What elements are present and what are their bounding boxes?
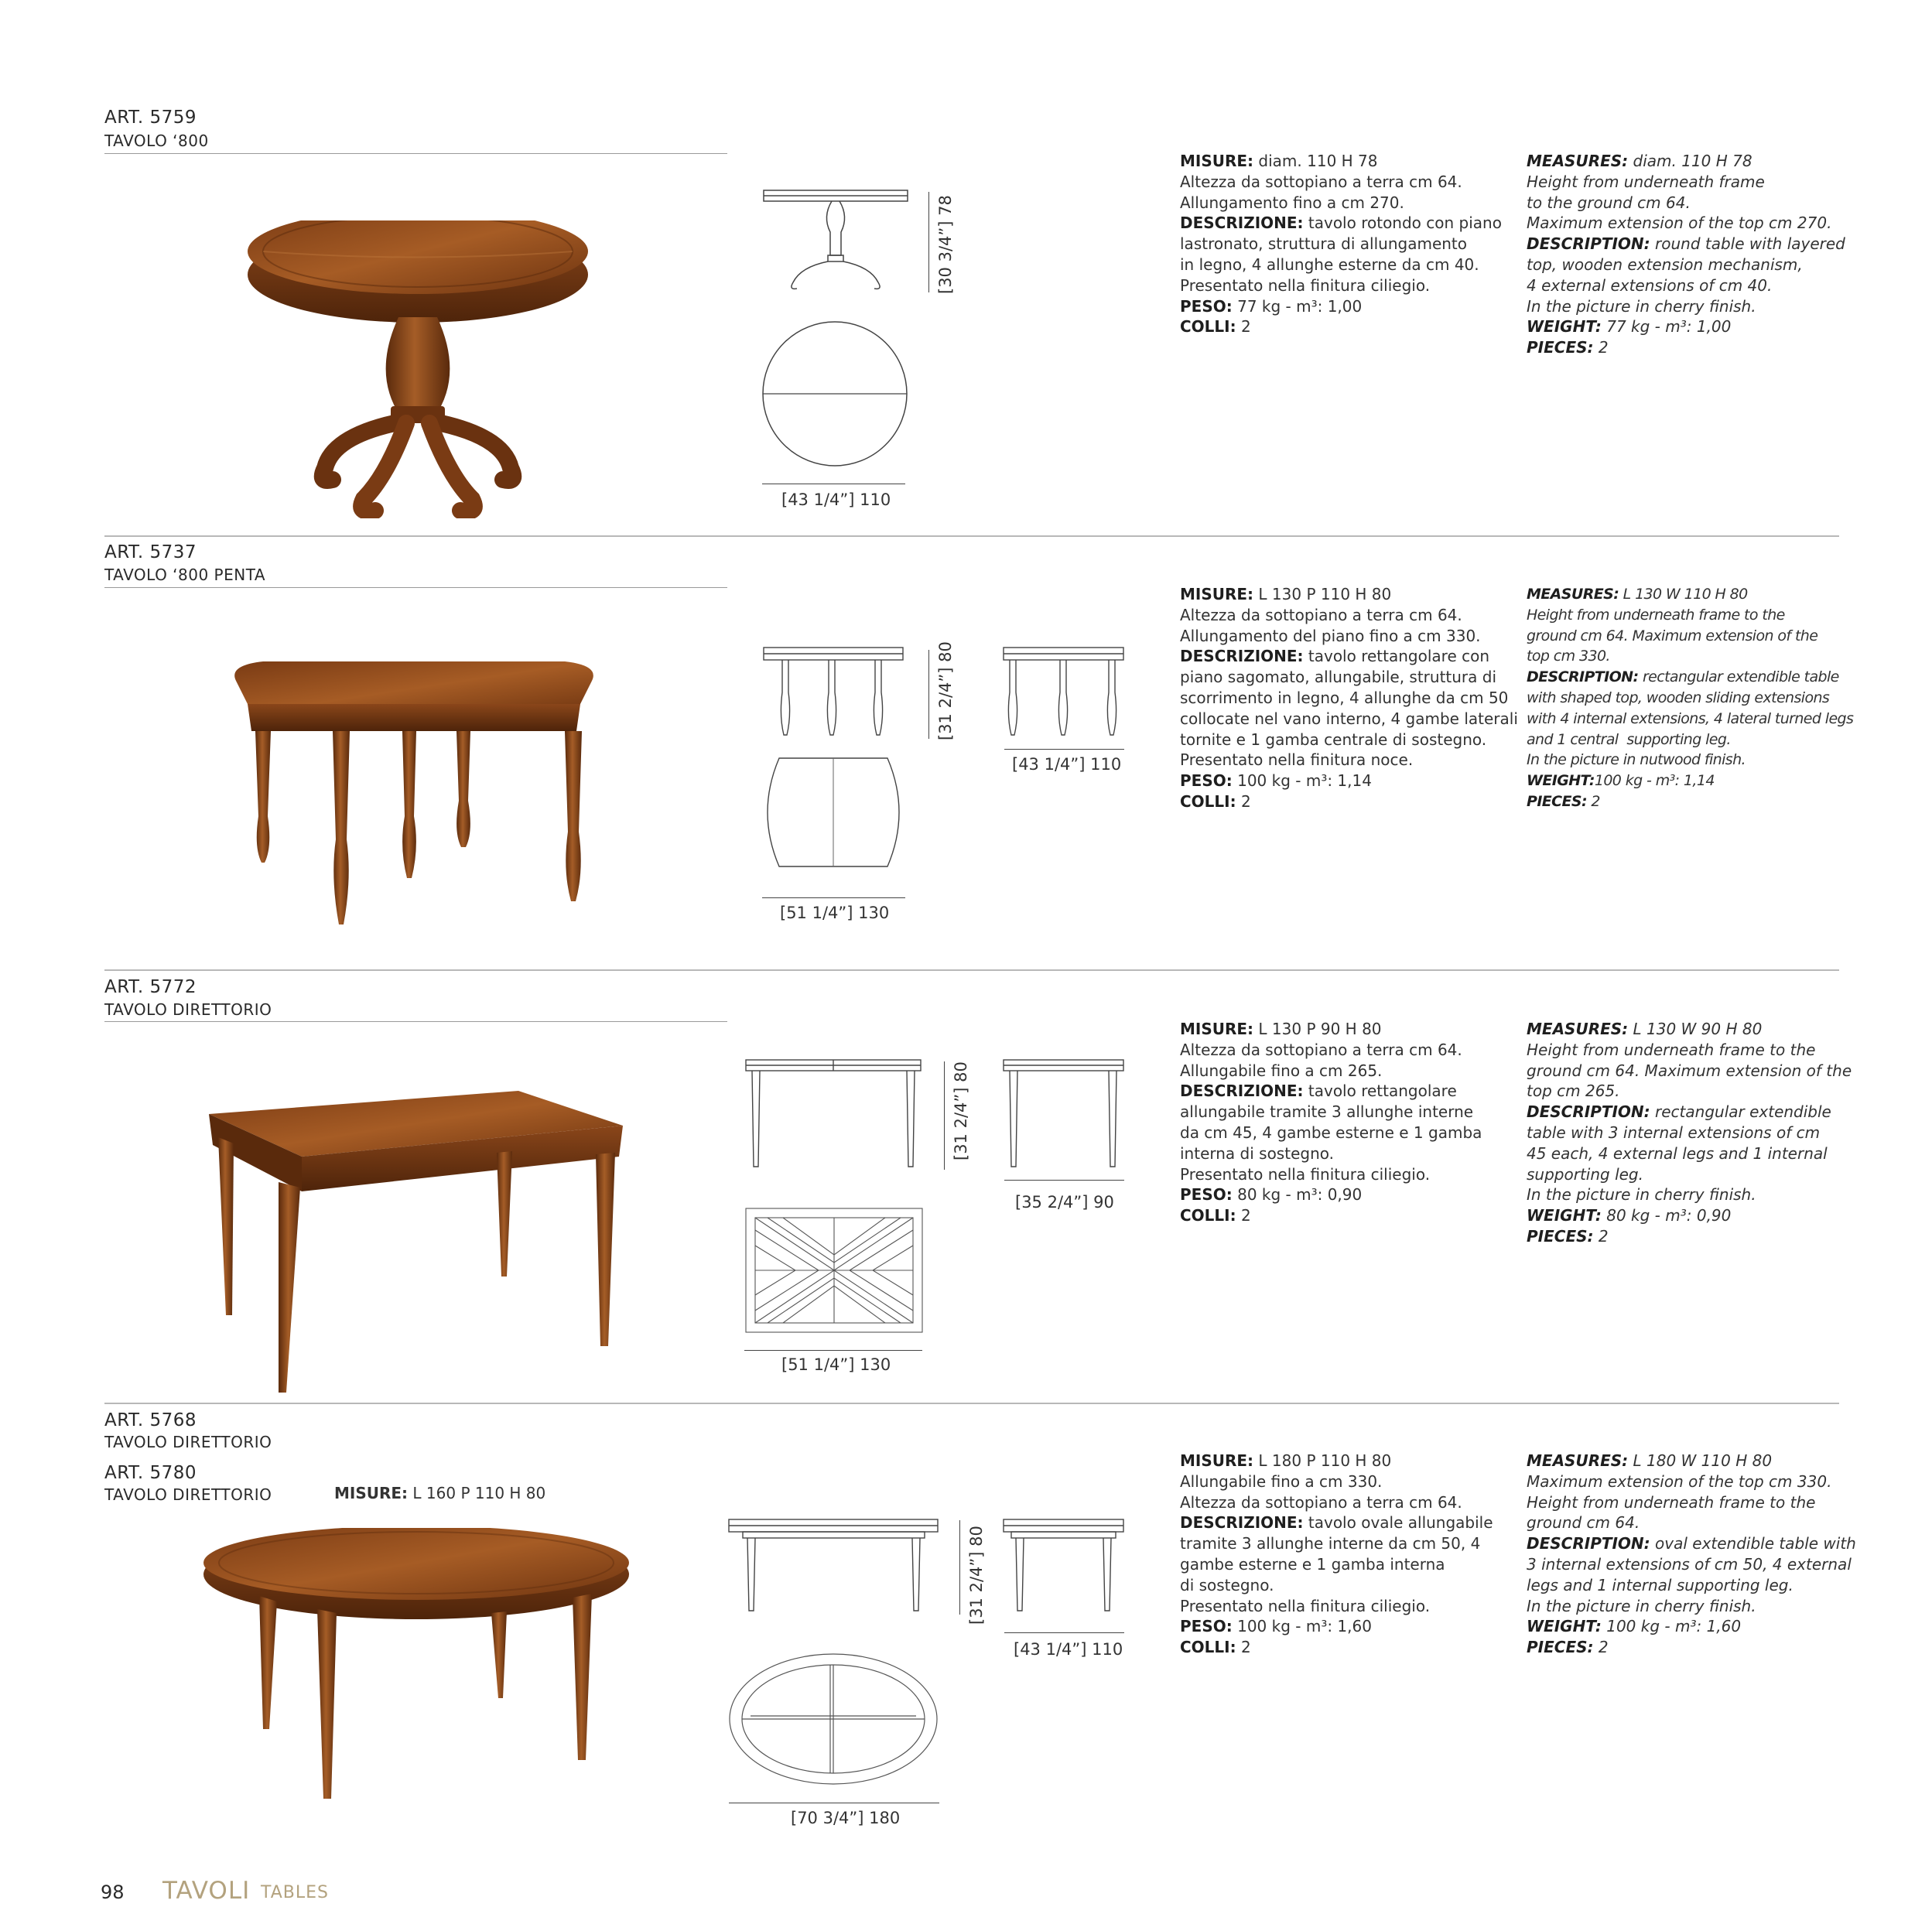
spec-value: 100 kg - m³: 1,60 bbox=[1601, 1617, 1742, 1636]
spec-value: 2 bbox=[1586, 792, 1600, 810]
item2-height-dimension: [31 2/4”] 80 bbox=[936, 641, 955, 740]
spec-line bbox=[1180, 275, 1502, 296]
spec-label: PESO: bbox=[1180, 771, 1233, 791]
spec-value: 2 bbox=[1236, 317, 1251, 337]
item1-spec-en bbox=[1527, 151, 1845, 358]
spec-line bbox=[1180, 1123, 1482, 1143]
spec-line bbox=[1180, 1512, 1493, 1533]
spec-label: MEASURES: bbox=[1527, 586, 1619, 603]
spec-value: ground cm 64. Maximum extension of the bbox=[1527, 1061, 1852, 1080]
spec-line bbox=[1527, 1616, 1856, 1637]
item1-product-photo bbox=[240, 220, 596, 518]
spec-line bbox=[1180, 234, 1502, 255]
spec-label: DESCRIPTION: bbox=[1527, 1534, 1650, 1553]
item3-title-rule bbox=[104, 1021, 727, 1022]
spec-label: DESCRIZIONE: bbox=[1180, 647, 1304, 666]
spec-line bbox=[1527, 771, 1853, 791]
spec-value: In the picture in nutwood finish. bbox=[1527, 751, 1746, 769]
spec-value: 77 kg - m³: 1,00 bbox=[1601, 317, 1732, 337]
spec-label: COLLI: bbox=[1180, 317, 1236, 337]
spec-line bbox=[1180, 316, 1502, 337]
item2-top-drawing bbox=[760, 754, 907, 870]
spec-label: MISURE: bbox=[1180, 1020, 1254, 1038]
spec-value: rectangular extendible table bbox=[1638, 668, 1839, 686]
spec-line bbox=[1527, 584, 1853, 605]
item4-height-dimension: [31 2/4”] 80 bbox=[967, 1526, 986, 1625]
item3-product-name: TAVOLO DIRETTORIO bbox=[104, 1000, 272, 1019]
section-separator-3 bbox=[104, 1403, 1839, 1404]
spec-value: supporting leg. bbox=[1527, 1164, 1643, 1184]
spec-value: L 130 P 90 H 80 bbox=[1253, 1020, 1382, 1038]
item4-spec-en bbox=[1527, 1451, 1856, 1658]
item3-spec-en bbox=[1527, 1019, 1852, 1247]
spec-value: with shaped top, wooden sliding extensions bbox=[1527, 689, 1830, 706]
spec-line bbox=[1180, 193, 1502, 214]
spec-line bbox=[1527, 1451, 1856, 1471]
spec-line bbox=[1527, 151, 1845, 172]
spec-line bbox=[1180, 1205, 1482, 1226]
spec-line bbox=[1527, 1081, 1852, 1102]
spec-line bbox=[1527, 213, 1845, 234]
item2-width-line bbox=[762, 897, 905, 898]
spec-value: 2 bbox=[1236, 1638, 1251, 1657]
spec-line bbox=[1527, 234, 1845, 255]
spec-value: Altezza da sottopiano a terra cm 64. bbox=[1180, 1040, 1462, 1059]
spec-line bbox=[1527, 1164, 1852, 1185]
spec-line bbox=[1527, 1554, 1856, 1575]
spec-line bbox=[1527, 750, 1853, 771]
item2-art-number: ART. 5737 bbox=[104, 542, 197, 562]
spec-line bbox=[1527, 1596, 1856, 1617]
spec-label: MEASURES: bbox=[1527, 1020, 1629, 1038]
spec-value: scorrimento in legno, 4 allunghe da cm 50 bbox=[1180, 688, 1509, 707]
spec-line bbox=[1527, 296, 1845, 317]
spec-line bbox=[1180, 255, 1502, 275]
item4-alt-measures-value: L 160 P 110 H 80 bbox=[408, 1484, 546, 1502]
spec-value: piano sagomato, allungabile, struttura di bbox=[1180, 668, 1497, 687]
spec-line bbox=[1180, 1061, 1482, 1082]
page-number: 98 bbox=[101, 1881, 125, 1903]
spec-label: PESO: bbox=[1180, 1617, 1233, 1636]
spec-value: Allungamento fino a cm 270. bbox=[1180, 193, 1404, 212]
spec-value: Maximum extension of the top cm 270. bbox=[1527, 214, 1832, 233]
spec-line bbox=[1180, 1616, 1493, 1637]
spec-line bbox=[1180, 1471, 1493, 1492]
spec-line bbox=[1180, 213, 1502, 234]
spec-label: MISURE: bbox=[1180, 1451, 1254, 1470]
spec-line bbox=[1527, 275, 1845, 296]
item4-depth-dimension: [43 1/4”] 110 bbox=[1014, 1640, 1123, 1659]
spec-line bbox=[1180, 1184, 1482, 1205]
item2-depth-dimension: [43 1/4”] 110 bbox=[1012, 755, 1122, 774]
spec-label: WEIGHT: bbox=[1527, 1206, 1602, 1225]
spec-value: and 1 central supporting leg. bbox=[1527, 730, 1731, 748]
spec-label: MISURE: bbox=[1180, 152, 1254, 170]
spec-label: DESCRIZIONE: bbox=[1180, 1082, 1304, 1101]
item4-product-name: TAVOLO DIRETTORIO bbox=[104, 1433, 272, 1451]
item3-top-drawing bbox=[744, 1207, 924, 1335]
spec-line bbox=[1180, 1492, 1493, 1513]
spec-value: lastronato, struttura di allungamento bbox=[1180, 234, 1467, 254]
item3-front-drawing bbox=[744, 1058, 922, 1171]
spec-value: allungabile tramite 3 allunghe interne bbox=[1180, 1102, 1474, 1122]
item2-depth-line bbox=[1004, 749, 1124, 750]
spec-line bbox=[1527, 1019, 1852, 1040]
spec-line bbox=[1180, 750, 1518, 771]
spec-value: with 4 internal extensions, 4 lateral turned legs bbox=[1527, 709, 1854, 727]
item4-height-line bbox=[959, 1520, 960, 1615]
item2-product-photo bbox=[217, 661, 611, 924]
item3-height-line bbox=[944, 1061, 945, 1170]
spec-line bbox=[1527, 730, 1853, 750]
spec-value: Height from underneath frame to the bbox=[1527, 1492, 1816, 1512]
spec-label: WEIGHT: bbox=[1527, 317, 1602, 337]
spec-value: Allungamento del piano fino a cm 330. bbox=[1180, 626, 1481, 645]
spec-value: Allungabile fino a cm 330. bbox=[1180, 1471, 1383, 1491]
item4-spec-it bbox=[1180, 1451, 1493, 1658]
spec-value: L 130 P 110 H 80 bbox=[1253, 585, 1392, 603]
spec-value: ground cm 64. bbox=[1527, 1513, 1640, 1533]
spec-label: COLLI: bbox=[1180, 1638, 1236, 1657]
spec-value: 80 kg - m³: 0,90 bbox=[1232, 1185, 1363, 1205]
item3-depth-line bbox=[1004, 1180, 1124, 1181]
item4-width-dimension: [70 3/4”] 180 bbox=[791, 1809, 901, 1827]
item1-spec-it bbox=[1180, 151, 1502, 337]
item1-product-name: TAVOLO ‘800 bbox=[104, 132, 209, 150]
spec-line bbox=[1527, 1492, 1856, 1513]
item4-depth-line bbox=[1004, 1632, 1124, 1633]
spec-line bbox=[1180, 1040, 1482, 1061]
item4-top-drawing bbox=[727, 1652, 940, 1787]
spec-value: in legno, 4 allunghe esterne da cm 40. bbox=[1180, 255, 1479, 274]
spec-value: Presentato nella finitura ciliegio. bbox=[1180, 275, 1431, 295]
item1-title-rule bbox=[104, 153, 727, 154]
spec-line bbox=[1180, 1143, 1482, 1164]
spec-line bbox=[1527, 1471, 1856, 1492]
spec-label: PESO: bbox=[1180, 1185, 1233, 1205]
spec-line bbox=[1527, 1637, 1856, 1658]
spec-label: PIECES: bbox=[1527, 792, 1587, 810]
spec-value: diam. 110 H 78 bbox=[1628, 152, 1752, 170]
spec-value: In the picture in cherry finish. bbox=[1527, 1185, 1756, 1205]
item2-spec-en bbox=[1527, 584, 1853, 812]
spec-line bbox=[1180, 667, 1518, 688]
spec-line bbox=[1180, 771, 1518, 791]
spec-value: top cm 330. bbox=[1527, 648, 1610, 665]
item3-product-photo bbox=[209, 1091, 627, 1396]
spec-line bbox=[1527, 688, 1853, 709]
spec-label: MISURE: bbox=[1180, 585, 1254, 603]
spec-value: tavolo rettangolare bbox=[1303, 1082, 1457, 1101]
spec-line bbox=[1180, 1451, 1493, 1471]
spec-value: Altezza da sottopiano a terra cm 64. bbox=[1180, 172, 1462, 191]
spec-value: tramite 3 allunghe interne da cm 50, 4 bbox=[1180, 1534, 1481, 1553]
spec-line bbox=[1527, 667, 1853, 688]
spec-value: Maximum extension of the top cm 330. bbox=[1527, 1471, 1832, 1491]
spec-label: MEASURES: bbox=[1527, 1451, 1629, 1470]
spec-label: PIECES: bbox=[1527, 1226, 1594, 1246]
item1-width-dimension: [43 1/4”] 110 bbox=[781, 490, 891, 509]
spec-value: Height from underneath frame bbox=[1527, 172, 1765, 191]
item4-product-photo bbox=[201, 1528, 631, 1806]
spec-label: DESCRIZIONE: bbox=[1180, 1513, 1304, 1533]
item4-art-number: ART. 5768 bbox=[104, 1410, 197, 1430]
spec-value: table with 3 internal extensions of cm bbox=[1527, 1123, 1821, 1142]
spec-line bbox=[1180, 296, 1502, 317]
spec-line bbox=[1527, 1123, 1852, 1143]
spec-value: tavolo ovale allungabile bbox=[1303, 1513, 1493, 1533]
spec-line bbox=[1180, 1637, 1493, 1658]
spec-line bbox=[1180, 151, 1502, 172]
spec-value: 2 bbox=[1593, 338, 1609, 357]
spec-value: round table with layered bbox=[1650, 234, 1845, 254]
item3-depth-dimension: [35 2/4”] 90 bbox=[1015, 1193, 1114, 1212]
spec-value: rectangular extendible bbox=[1650, 1102, 1831, 1122]
spec-value: Altezza da sottopiano a terra cm 64. bbox=[1180, 1492, 1462, 1512]
item1-art-number: ART. 5759 bbox=[104, 108, 197, 128]
spec-value: top cm 265. bbox=[1527, 1082, 1620, 1101]
item3-width-dimension: [51 1/4”] 130 bbox=[781, 1355, 891, 1374]
spec-value: Altezza da sottopiano a terra cm 64. bbox=[1180, 605, 1462, 624]
spec-line bbox=[1527, 337, 1845, 358]
spec-line bbox=[1527, 1143, 1852, 1164]
item4-alt-measures bbox=[334, 1484, 545, 1502]
spec-line bbox=[1180, 688, 1518, 709]
spec-value: gambe esterne e 1 gamba interna bbox=[1180, 1554, 1445, 1574]
spec-line bbox=[1180, 1081, 1482, 1102]
spec-value: collocate nel vano interno, 4 gambe laterali bbox=[1180, 709, 1518, 728]
spec-line bbox=[1527, 316, 1845, 337]
spec-line bbox=[1527, 255, 1845, 275]
spec-value: In the picture in cherry finish. bbox=[1527, 296, 1756, 316]
spec-value: top, wooden extension mechanism, bbox=[1527, 255, 1803, 274]
spec-label: MEASURES: bbox=[1527, 152, 1629, 170]
spec-value: 4 external extensions of cm 40. bbox=[1527, 275, 1773, 295]
item4-side-drawing bbox=[1002, 1518, 1126, 1615]
spec-value: legs and 1 internal supporting leg. bbox=[1527, 1575, 1794, 1594]
spec-value: L 180 W 110 H 80 bbox=[1628, 1451, 1773, 1470]
spec-value: oval extendible table with bbox=[1650, 1534, 1856, 1553]
spec-line bbox=[1180, 1533, 1493, 1554]
spec-line bbox=[1527, 1040, 1852, 1061]
spec-line bbox=[1527, 1226, 1852, 1247]
spec-line bbox=[1527, 626, 1853, 647]
spec-line bbox=[1180, 584, 1518, 605]
item2-front-drawing bbox=[762, 646, 905, 739]
spec-value: tavolo rettangolare con bbox=[1303, 647, 1490, 666]
spec-value: di sostegno. bbox=[1180, 1575, 1274, 1594]
spec-value: 77 kg - m³: 1,00 bbox=[1232, 296, 1363, 316]
spec-label: COLLI: bbox=[1180, 1206, 1236, 1225]
item1-height-dimension: [30 3/4”] 78 bbox=[936, 195, 955, 294]
spec-line bbox=[1180, 1575, 1493, 1596]
item4-alt-product-name: TAVOLO DIRETTORIO bbox=[104, 1485, 272, 1504]
item4-front-drawing bbox=[727, 1518, 940, 1615]
item1-top-drawing bbox=[760, 319, 911, 470]
spec-line bbox=[1527, 1184, 1852, 1205]
spec-line bbox=[1180, 730, 1518, 750]
spec-line bbox=[1180, 605, 1518, 626]
spec-label: WEIGHT: bbox=[1527, 772, 1595, 790]
spec-value: tornite e 1 gamba centrale di sostegno. bbox=[1180, 730, 1487, 749]
item2-spec-it bbox=[1180, 584, 1518, 812]
spec-value: da cm 45, 4 gambe esterne e 1 gamba bbox=[1180, 1123, 1482, 1142]
spec-line bbox=[1180, 1596, 1493, 1617]
spec-value: L 180 P 110 H 80 bbox=[1253, 1451, 1392, 1470]
spec-value: In the picture in cherry finish. bbox=[1527, 1596, 1756, 1615]
spec-label: DESCRIPTION: bbox=[1527, 1102, 1650, 1122]
section-separator-1 bbox=[104, 535, 1839, 537]
spec-value: Height from underneath frame to the bbox=[1527, 1040, 1816, 1059]
spec-value: Height from underneath frame to the bbox=[1527, 606, 1785, 624]
item2-title-rule bbox=[104, 587, 727, 588]
spec-label: WEIGHT: bbox=[1527, 1617, 1602, 1636]
spec-line bbox=[1527, 791, 1853, 812]
spec-label: PESO: bbox=[1180, 296, 1233, 316]
item2-product-name: TAVOLO ‘800 PENTA bbox=[104, 566, 266, 584]
spec-value: ground cm 64. Maximum extension of the bbox=[1527, 627, 1818, 644]
spec-value: 3 internal extensions of cm 50, 4 external bbox=[1527, 1554, 1852, 1574]
spec-value: 80 kg - m³: 0,90 bbox=[1601, 1206, 1732, 1225]
spec-value: 100 kg - m³: 1,60 bbox=[1232, 1617, 1372, 1636]
spec-line bbox=[1527, 1061, 1852, 1082]
spec-value: diam. 110 H 78 bbox=[1253, 152, 1378, 170]
spec-line bbox=[1180, 1019, 1482, 1040]
spec-value: 45 each, 4 external legs and 1 internal bbox=[1527, 1143, 1828, 1163]
item4-alt-art-number: ART. 5780 bbox=[104, 1463, 197, 1483]
spec-line bbox=[1180, 1164, 1482, 1185]
spec-line bbox=[1527, 1575, 1856, 1596]
spec-line bbox=[1180, 709, 1518, 730]
spec-value: 100 kg - m³: 1,14 bbox=[1594, 772, 1715, 790]
item3-side-drawing bbox=[1002, 1058, 1126, 1171]
footer-section-it: TAVOLI bbox=[162, 1877, 251, 1905]
spec-value: Presentato nella finitura ciliegio. bbox=[1180, 1164, 1431, 1184]
spec-line bbox=[1527, 646, 1853, 667]
spec-value: 2 bbox=[1236, 1206, 1251, 1225]
spec-line bbox=[1180, 646, 1518, 667]
item4-alt-measures-label: MISURE: bbox=[334, 1484, 409, 1502]
item3-width-line bbox=[744, 1350, 922, 1351]
spec-line bbox=[1180, 172, 1502, 193]
spec-line bbox=[1527, 1102, 1852, 1123]
item1-height-line bbox=[928, 192, 929, 292]
spec-line bbox=[1527, 605, 1853, 626]
spec-value: L 130 W 90 H 80 bbox=[1628, 1020, 1763, 1038]
item3-spec-it bbox=[1180, 1019, 1482, 1226]
spec-label: PIECES: bbox=[1527, 338, 1594, 357]
spec-label: DESCRIZIONE: bbox=[1180, 214, 1304, 233]
item2-side-drawing bbox=[1002, 646, 1126, 739]
footer-section-en: TABLES bbox=[261, 1883, 329, 1902]
spec-label: COLLI: bbox=[1180, 791, 1236, 811]
item2-width-dimension: [51 1/4”] 130 bbox=[780, 904, 890, 922]
spec-line bbox=[1180, 791, 1518, 812]
item1-side-drawing bbox=[762, 186, 917, 298]
item3-art-number: ART. 5772 bbox=[104, 977, 197, 997]
section-separator-2 bbox=[104, 969, 1839, 971]
spec-value: Presentato nella finitura noce. bbox=[1180, 750, 1414, 770]
spec-line bbox=[1527, 1533, 1856, 1554]
spec-line bbox=[1527, 709, 1853, 730]
spec-line bbox=[1527, 1512, 1856, 1533]
spec-line bbox=[1527, 1205, 1852, 1226]
spec-value: interna di sostegno. bbox=[1180, 1143, 1334, 1163]
spec-value: 100 kg - m³: 1,14 bbox=[1232, 771, 1372, 791]
spec-line bbox=[1527, 193, 1845, 214]
spec-line bbox=[1527, 172, 1845, 193]
item3-height-dimension: [31 2/4”] 80 bbox=[952, 1061, 970, 1160]
spec-value: Presentato nella finitura ciliegio. bbox=[1180, 1596, 1431, 1615]
spec-label: DESCRIPTION: bbox=[1527, 234, 1650, 254]
item2-height-line bbox=[928, 650, 929, 739]
spec-value: L 130 W 110 H 80 bbox=[1619, 586, 1748, 603]
spec-label: DESCRIPTION: bbox=[1527, 668, 1639, 686]
spec-label: PIECES: bbox=[1527, 1638, 1594, 1657]
spec-value: tavolo rotondo con piano bbox=[1303, 214, 1502, 233]
spec-line bbox=[1180, 1554, 1493, 1575]
spec-line bbox=[1180, 626, 1518, 647]
spec-value: to the ground cm 64. bbox=[1527, 193, 1691, 212]
spec-value: 2 bbox=[1593, 1226, 1609, 1246]
spec-value: 2 bbox=[1593, 1638, 1609, 1657]
spec-value: Allungabile fino a cm 265. bbox=[1180, 1061, 1383, 1080]
spec-value: 2 bbox=[1236, 791, 1251, 811]
spec-line bbox=[1180, 1102, 1482, 1123]
